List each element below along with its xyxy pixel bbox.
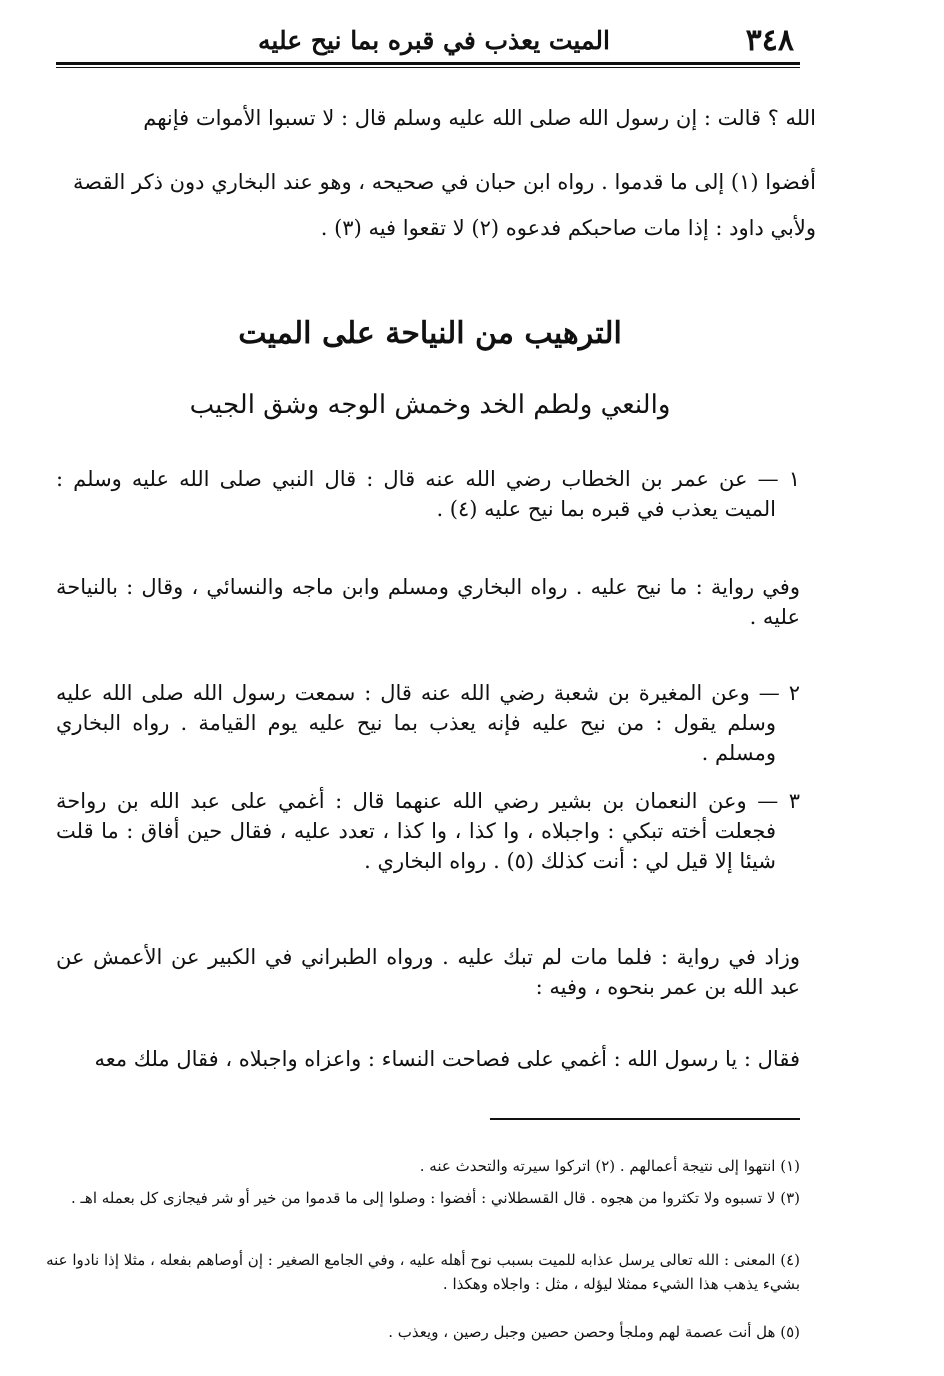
section-subtitle: والنعي ولطم الخد وخمش الوجه وشق الجيب — [189, 390, 671, 420]
intro-line: أفضوا (١) إلى ما قدموا . رواه ابن حبان في صحيحه ، وهو عند البخاري دون ذكر القصة — [73, 170, 816, 194]
footnote-4: (٤) المعنى : الله تعالى يرسل عذابه للميت بسبب نوح أهله عليه ، وفي الجامع الصغير : إن أوصاهم بفعله ، مثلا إذا نادوا عنه بشيء يذهب هذا الشيء ممثلا ليؤله ، مثل : واجلاه وهكذا . — [46, 1251, 800, 1293]
header-rule — [56, 62, 800, 65]
page-header — [58, 14, 800, 66]
intro-line: ولأبي داود : إذا مات صاحبكم فدعوه (٢) لا تقعوا فيه (٣) . — [320, 216, 816, 240]
page-number: ٣٤٨ — [745, 22, 794, 58]
additional-narration: وزاد في رواية : فلما مات لم تبك عليه . ورواه الطبراني في الكبير عن الأعمش عن عبد الله بن عمر بنحوه ، وفيه : — [56, 945, 800, 999]
footnote-5: (٥) هل أنت عصمة لهم وملجأ وحصن حصين وجبل رصين ، ويعذب . — [388, 1323, 800, 1341]
hadith-paragraph-3: ٣ — وعن النعمان بن بشير رضي الله عنهما قال : أغمي على عبد الله بن رواحة فجعلت أخته تبكي : واجبلاه ، وا كذا ، وا كذا ، تعدد عليه ، فقال حين أفاق : ما قلت شيئا إلا قيل لي : أنت كذلك (٥) . رواه البخاري . — [56, 789, 800, 873]
footnote-3: (٣) لا تسبوه ولا تكثروا من هجوه . قال القسطلاني : أفضوا : وصلوا إلى ما قدموا من خير أو شر فيجازى كل بعمله اهـ . — [70, 1189, 800, 1207]
continuation-line: فقال : يا رسول الله : أغمي على فصاحت النساء : واعزاه واجبلاه ، فقال ملك معه — [94, 1047, 800, 1071]
header-rule-thin — [56, 67, 800, 68]
footnote-1-2: (١) انتهوا إلى نتيجة أعمالهم . (٢) اتركوا سيرته والتحدث عنه . — [419, 1157, 800, 1175]
footnote-separator — [490, 1118, 800, 1120]
hadith-paragraph-2: ٢ — وعن المغيرة بن شعبة رضي الله عنه قال : سمعت رسول الله صلى الله عليه وسلم يقول : من نيح عليه فإنه يعذب بما نيح عليه يوم القيامة . رواه البخاري ومسلم . — [56, 681, 800, 765]
section-title: الترهيب من النياحة على الميت — [238, 316, 622, 351]
narration-variant: وفي رواية : ما نيح عليه . رواه البخاري ومسلم وابن ماجه والنسائي ، وقال : بالنياحة عليه . — [56, 575, 800, 629]
hadith-paragraph-1: ١ — عن عمر بن الخطاب رضي الله عنه قال : قال النبي صلى الله عليه وسلم : الميت يعذب في قبره بما نيح عليه (٤) . — [56, 467, 800, 521]
intro-line: الله ؟ قالت : إن رسول الله صلى الله عليه وسلم قال : لا تسبوا الأموات فإنهم — [143, 106, 816, 130]
running-head: الميت يعذب في قبره بما نيح عليه — [258, 25, 610, 55]
